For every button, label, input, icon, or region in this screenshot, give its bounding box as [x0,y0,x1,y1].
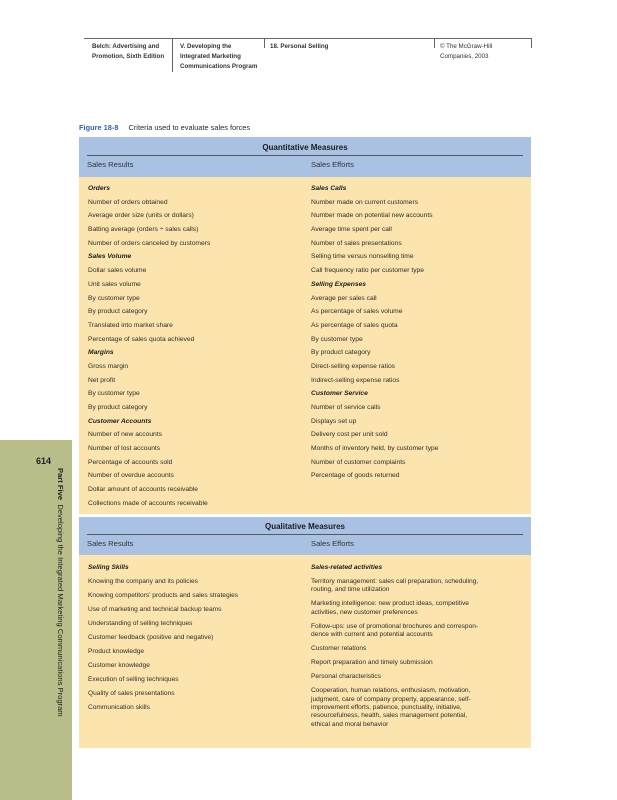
list-item [88,634,238,642]
list-item: Call frequency ratio per customer type [311,267,424,275]
qualitative-title: Qualitative Measures [264,522,346,531]
category-heading [311,564,478,572]
list-item [88,676,238,684]
list-item: Delivery cost per unit sold [311,431,388,439]
list-item: As percentage of sales quota [311,321,398,329]
list-item: Average time spent per call [311,226,392,234]
header-copyright-line: Companies, 2003 [440,53,489,60]
list-item: Number of orders canceled by customers [88,239,211,247]
category-heading: Customer Service [311,390,368,398]
list-item [88,690,238,698]
list-item-line: resourcefulness, health, sales management potential, [311,712,468,720]
category-heading: Margins [88,349,114,357]
header-copyright-line: © The McGraw-Hill [440,43,493,50]
category-heading: Orders [88,185,110,192]
list-item: Displays set up [311,417,357,425]
qualitative-header-band [79,517,531,555]
list-item: Number of sales presentations [311,239,402,247]
list-item [88,648,238,656]
list-item: Number made on current customers [311,198,419,206]
category-heading: Sales Calls [311,185,347,192]
list-item-line: Follow-ups: use of promotional brochures and correspon- [311,622,479,630]
list-item-line: Report preparation and timely submission [311,659,433,667]
list-item: As percentage of sales volume [311,308,403,316]
list-item [88,662,238,670]
list-item: Indirect-selling expense ratios [311,376,400,384]
list-item: Translated into market share [88,321,173,329]
list-item [311,687,478,729]
header-divider [172,38,173,72]
list-item: Number of new accounts [88,431,162,439]
qualitative-body [79,555,531,748]
figure-caption [79,123,250,132]
list-item: Dollar amount of accounts receivable [88,486,199,494]
header-book-line: Promotion, Sixth Edition [92,53,165,60]
header-copyright [440,42,492,62]
list-item: Gross margin [88,362,129,370]
list-item [311,578,478,595]
figure-label: Figure 18-8 [79,123,119,132]
list-item-line: activities, new customer preferences [311,608,418,616]
list-item-line: Cooperation, human relations, enthusiasm, motivation, [311,687,471,695]
list-item-line: Sales-related activities [311,564,383,571]
list-item [88,606,238,614]
page-number: 614 [36,456,52,466]
list-item: Percentage of goods returned [311,472,400,480]
list-item: Number of service calls [311,404,381,411]
list-item [311,645,478,653]
quantitative-body [79,177,531,514]
list-item-line: Selling Skills [88,564,129,571]
header-divider [434,38,435,48]
list-item [311,659,478,667]
list-item-line: Customer relations [311,645,367,653]
list-item-line: Territory management: sales call preparation, scheduling, [311,578,479,585]
header-rule [84,38,532,39]
list-item: Net profit [88,376,116,384]
category-heading [88,564,238,572]
list-item: Percentage of sales quota achieved [88,335,195,343]
list-item: By product category [88,404,148,411]
qualitative-efforts-list [311,564,478,735]
quantitative-efforts-list [311,182,439,483]
list-item-line: Product knowledge [88,648,145,655]
running-header [84,38,532,72]
qualitative-efforts-header: Sales Efforts [311,539,354,548]
list-item: By customer type [88,294,140,302]
figure-caption-text: Criteria used to evaluate sales forces [128,123,251,132]
quantitative-title: Quantitative Measures [262,143,348,152]
title-rule [87,534,523,535]
list-item: Collections made of accounts receivable [88,499,208,507]
list-item-line: Communication skills [88,704,150,711]
list-item: Number of lost accounts [88,445,161,453]
list-item [88,592,238,600]
header-part-line: Integrated Marketing [180,53,241,60]
category-heading: Sales Volume [88,253,132,261]
list-item: Direct-selling expense ratios [311,362,396,370]
list-item-line: ethical and moral behavior [311,720,389,728]
header-chapter: 18. Personal Selling [270,43,329,50]
list-item: By product category [311,349,371,357]
list-item-line: Quality of sales presentations [88,690,175,697]
list-item: Months of inventory held, by customer type [311,445,439,453]
header-part-line: Communications Program [180,63,258,70]
qualitative-results-header: Sales Results [87,539,134,548]
list-item: Percentage of accounts sold [88,458,173,466]
list-item: Selling time versus nonselling time [311,253,414,261]
header-part [180,42,257,72]
header-part-line: V. Developing the [180,43,232,50]
list-item-line: judgment, care of company property, appearance, self- [311,695,471,703]
list-item: Average per sales call [311,294,377,302]
list-item-line: dence with current and potential accounts [311,631,433,639]
list-item: Number of overdue accounts [88,472,174,480]
list-item: By customer type [311,335,363,343]
list-item-line: Knowing competitors' products and sales strategies [88,592,239,599]
list-item: Number made on potential new accounts [311,212,433,220]
list-item: Batting average (orders ÷ sales calls) [88,226,199,234]
list-item-line: routing, and time utilization [311,586,390,594]
quantitative-efforts-header: Sales Efforts [311,160,354,169]
list-item [311,673,478,681]
quantitative-results-list [88,182,210,511]
list-item: By product category [88,308,148,316]
list-item: By customer type [88,390,140,398]
header-divider [264,38,265,48]
part-title-vertical [56,468,65,717]
list-item [88,620,238,628]
list-item [311,600,478,617]
header-book-line: Belch: Advertising and [92,43,160,50]
list-item-line: Use of marketing and technical backup teams [88,606,222,613]
list-item [311,623,478,640]
part-title: Developing the Integrated Marketing Communications Program [56,504,65,717]
header-book [92,42,164,62]
quantitative-header-band [79,137,531,177]
category-heading: Selling Expenses [311,280,367,288]
list-item-line: Customer knowledge [88,662,150,669]
list-item: Unit sales volume [88,280,141,288]
list-item: Average order size (units or dollars) [88,212,194,220]
list-item-line: Execution of selling techniques [88,676,179,683]
title-rule [87,155,523,156]
list-item-line: Marketing intelligence: new product ideas, competitive [311,600,469,608]
list-item: Dollar sales volume [88,267,147,275]
list-item [88,578,238,586]
quantitative-results-header: Sales Results [87,160,134,169]
list-item: Number of orders obtained [88,198,168,206]
list-item-line: Knowing the company and its policies [88,578,198,585]
list-item: Number of customer complaints [311,458,406,466]
header-divider [531,38,532,48]
category-heading: Customer Accounts [88,417,152,425]
list-item-line: Understanding of selling techniques [88,620,193,627]
list-item-line: Customer feedback (positive and negative) [88,634,214,641]
qualitative-results-list [88,564,238,718]
part-label: Part Five [56,468,65,501]
list-item-line: Personal characteristics [311,673,381,681]
list-item [88,704,238,712]
list-item-line: improvement efforts, patience, punctuality, initiative, [311,704,462,712]
